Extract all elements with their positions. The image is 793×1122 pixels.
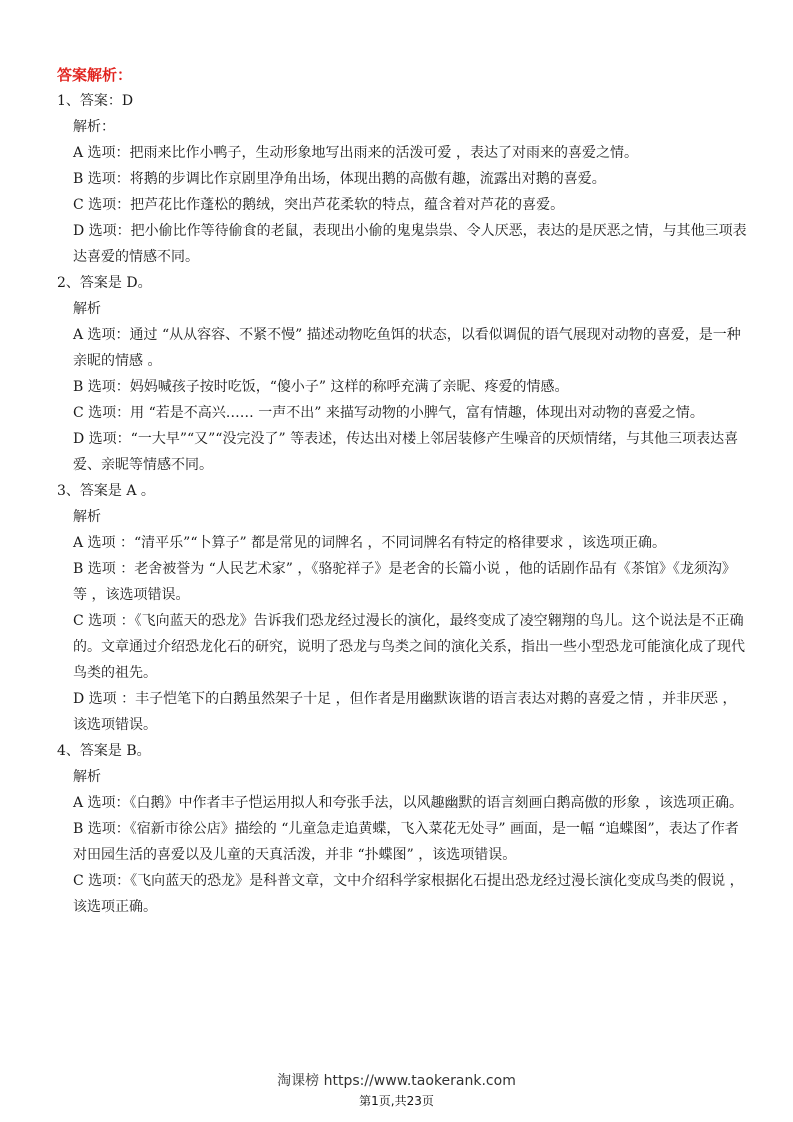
question-4 xyxy=(57,738,747,920)
question-answer: 2、答案是 D。 xyxy=(57,275,152,291)
option-b: B 选项：妈妈喊孩子按时吃饭，“傻小子” 这样的称呼充满了亲昵、疼爱的情感。 xyxy=(73,379,569,395)
option-d: D 选项：把小偷比作等待偷食的老鼠，表现出小偷的鬼鬼祟祟、令人厌恶，表达的是厌恶之情，与其他三项表达喜爱的情感不同。 xyxy=(73,223,747,265)
option-a: A 选项 ：“清平乐”“卜算子” 都是常见的词牌名 ，不同词牌名有特定的格律要求 ，该选项正确。 xyxy=(73,535,666,551)
question-answer: 3、答案是 A 。 xyxy=(57,483,155,499)
analysis-label: 解析 xyxy=(73,509,101,525)
option-d: D 选项 ：丰子恺笔下的白鹅虽然架子十足 ，但作者是用幽默诙谐的语言表达对鹅的喜爱之情 ，并非厌恶 ，该选项错误。 xyxy=(73,691,737,733)
answer-content xyxy=(57,88,747,920)
question-answer: 1、答案：D xyxy=(57,93,134,109)
analysis-label: 解析： xyxy=(73,119,115,135)
option-c: C 选项 ：《飞向蓝天的恐龙》告诉我们恐龙经过漫长的演化，最终变成了凌空翱翔的鸟儿。这个说法是不正确的。文章通过介绍恐龙化石的研究，说明了恐龙与鸟类之间的演化关系，指出一些小型恐龙可能演化成了现代鸟类的祖先。 xyxy=(73,613,745,681)
analysis-label: 解析 xyxy=(73,769,101,785)
question-2 xyxy=(57,270,747,478)
page-number: 第1页,共23页 xyxy=(359,1094,434,1108)
footer-website: 淘课榜 https://www.taokerank.com xyxy=(277,1073,516,1089)
option-c: C 选项：用 “若是不高兴…… 一声不出” 来描写动物的小脾气，富有情趣，体现出对动物的喜爱之情。 xyxy=(73,405,704,421)
option-b: B 选项 ：老舍被誉为 “人民艺术家” ，《骆驼祥子》是老舍的长篇小说 ，他的话剧作品有《茶馆》《龙须沟》等 ，该选项错误。 xyxy=(73,561,736,603)
question-answer: 4、答案是 B。 xyxy=(57,743,151,759)
option-a: A 选项：把雨来比作小鸭子，生动形象地写出雨来的活泼可爱 ，表达了对雨来的喜爱之情。 xyxy=(73,145,639,161)
question-1 xyxy=(57,88,747,270)
option-a: A 选项：通过 “从从容容、不紧不慢” 描述动物吃鱼饵的状态，以看似调侃的语气展现对动物的喜爱，是一种亲昵的情感 。 xyxy=(73,327,741,369)
answer-analysis-heading: 答案解析： xyxy=(57,66,133,84)
option-a: A 选项：《白鹅》中作者丰子恺运用拟人和夸张手法，以风趣幽默的语言刻画白鹅高傲的形象 ，该选项正确。 xyxy=(73,795,744,811)
option-c: C 选项：《飞向蓝天的恐龙》是科普文章，文中介绍科学家根据化石提出恐龙经过漫长演化变成鸟类的假说 ，该选项正确。 xyxy=(73,873,744,915)
question-3 xyxy=(57,478,747,738)
analysis-label: 解析 xyxy=(73,301,101,317)
option-c: C 选项：把芦花比作蓬松的鹅绒，突出芦花柔软的特点，蕴含着对芦花的喜爱。 xyxy=(73,197,565,213)
option-b: B 选项：将鹅的步调比作京剧里净角出场，体现出鹅的高傲有趣，流露出对鹅的喜爱。 xyxy=(73,171,606,187)
option-d: D 选项：“一大早”“又”“没完没了” 等表述，传达出对楼上邻居装修产生噪音的厌烦情绪，与其他三项表达喜爱、亲昵等情感不同。 xyxy=(73,431,739,473)
option-b: B 选项：《宿新市徐公店》描绘的 “儿童急走追黄蝶，飞入菜花无处寻” 画面，是一幅 “追蝶图”，表达了作者对田园生活的喜爱以及儿童的天真活泼，并非 “扑蝶图” ，该选项错误。 xyxy=(73,821,739,863)
